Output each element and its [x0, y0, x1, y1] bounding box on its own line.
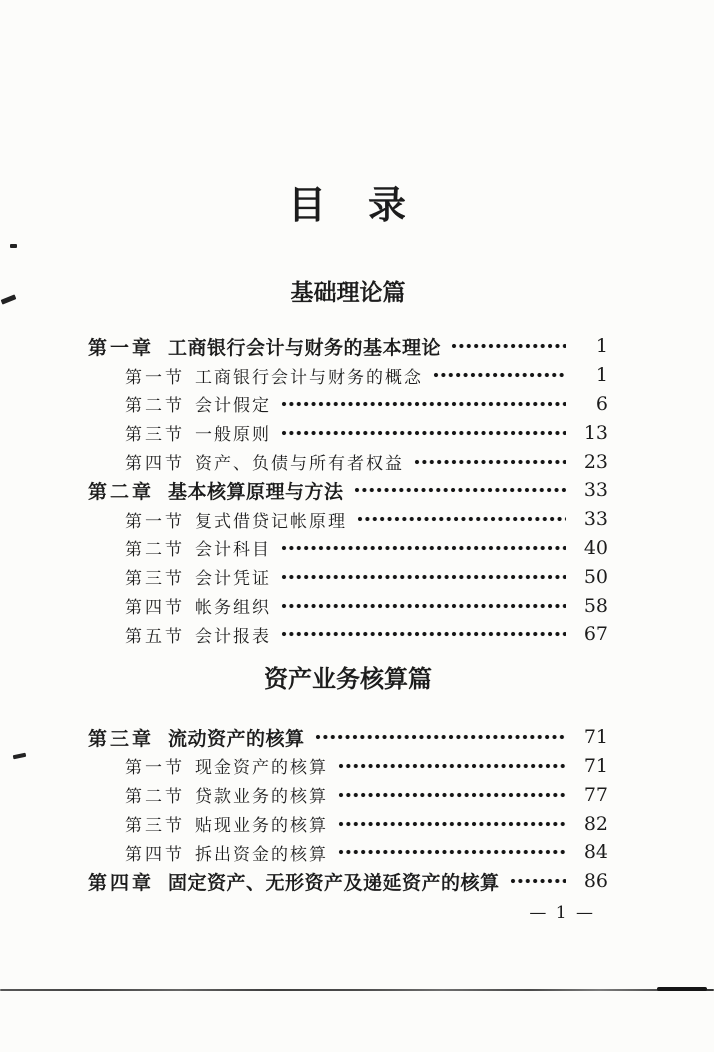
- toc-row: [88, 867, 608, 896]
- entry-number: 第三节: [125, 425, 185, 446]
- toc-list: [88, 332, 608, 649]
- entry-title: 会计凭证: [195, 569, 271, 590]
- entry-number: 第三节: [125, 816, 185, 837]
- toc-row: [88, 534, 608, 563]
- entry-title: 会计科目: [195, 540, 271, 561]
- toc-row: [88, 447, 608, 476]
- dot-leader: [357, 516, 566, 522]
- toc-part: [88, 278, 608, 649]
- page-footer: — 1 —: [529, 902, 595, 923]
- toc-parts: [88, 278, 608, 896]
- toc-row: [88, 505, 608, 534]
- entry-number: 第四章: [88, 871, 155, 894]
- toc-list: [88, 723, 608, 896]
- toc-row: [88, 361, 608, 390]
- scan-speck: [1, 294, 17, 304]
- dot-leader: [433, 372, 566, 378]
- entry-number: 第一节: [125, 367, 185, 388]
- entry-page-number: 1: [595, 335, 608, 358]
- entry-page-number: 33: [583, 479, 608, 502]
- entry-number: 第三章: [88, 727, 155, 750]
- entry-title: 贷款业务的核算: [195, 787, 328, 808]
- dot-leader: [354, 487, 566, 493]
- part-heading: 基础理论篇: [290, 280, 406, 306]
- entry-page-number: 86: [583, 870, 608, 893]
- entry-page-number: 40: [583, 536, 608, 559]
- entry-number: 第四节: [125, 598, 185, 619]
- entry-page-number: 13: [583, 421, 608, 444]
- scan-edge-line: [0, 989, 714, 991]
- entry-title: 拆出资金的核算: [195, 844, 328, 865]
- entry-number: 第二节: [125, 396, 185, 417]
- entry-number: 第二章: [88, 480, 155, 503]
- dot-leader: [281, 401, 566, 407]
- dot-leader: [414, 459, 566, 465]
- entry-page-number: 23: [583, 450, 608, 473]
- dot-leader: [451, 343, 566, 349]
- toc-row: [88, 620, 608, 649]
- entry-number: 第三节: [125, 569, 185, 590]
- toc-row: [88, 476, 608, 505]
- entry-title: 现金资产的核算: [195, 758, 328, 779]
- entry-title: 帐务组织: [195, 598, 271, 619]
- entry-title: 工商银行会计与财务的基本理论: [168, 336, 442, 359]
- toc-row: [88, 752, 608, 781]
- entry-page-number: 82: [583, 812, 608, 835]
- toc-row: [88, 390, 608, 419]
- dot-leader: [338, 763, 566, 769]
- entry-title: 资产、负债与所有者权益: [195, 454, 404, 475]
- scan-speck: [13, 753, 27, 760]
- entry-title: 工商银行会计与财务的概念: [195, 367, 423, 388]
- toc-part: [88, 663, 608, 896]
- entry-page-number: 71: [583, 754, 608, 777]
- entry-number: 第五节: [125, 626, 185, 647]
- entry-number: 第一节: [125, 758, 185, 779]
- entry-number: 第四节: [125, 844, 185, 865]
- entry-page-number: 77: [583, 783, 608, 806]
- entry-title: 一般原则: [195, 425, 271, 446]
- dot-leader: [281, 430, 566, 436]
- scan-speck: [10, 244, 17, 248]
- toc-content: [88, 0, 608, 923]
- toc-row: [88, 562, 608, 591]
- toc-row: [88, 332, 608, 361]
- toc-row: [88, 418, 608, 447]
- scan-edge-blob: [657, 987, 707, 991]
- entry-title: 固定资产、无形资产及递延资产的核算: [168, 871, 500, 894]
- entry-title: 贴现业务的核算: [195, 816, 328, 837]
- dot-leader: [338, 821, 566, 827]
- toc-row: [88, 591, 608, 620]
- entry-page-number: 1: [595, 364, 608, 387]
- entry-title: 会计报表: [195, 626, 271, 647]
- entry-title: 基本核算原理与方法: [168, 480, 344, 503]
- part-heading: 资产业务核算篇: [264, 664, 432, 693]
- toc-row: [88, 838, 608, 867]
- page-title: 目 录: [287, 182, 408, 227]
- entry-title: 流动资产的核算: [168, 727, 305, 750]
- dot-leader: [510, 878, 566, 884]
- entry-page-number: 67: [583, 623, 608, 646]
- dot-leader: [281, 631, 566, 637]
- dot-leader: [281, 603, 566, 609]
- entry-page-number: 50: [583, 565, 608, 588]
- entry-page-number: 71: [583, 726, 608, 749]
- entry-number: 第四节: [125, 454, 185, 475]
- entry-page-number: 84: [583, 841, 608, 864]
- entry-number: 第一章: [88, 336, 155, 359]
- entry-number: 第一节: [125, 511, 185, 532]
- entry-page-number: 33: [583, 508, 608, 531]
- toc-row: [88, 723, 608, 752]
- entry-number: 第二节: [125, 787, 185, 808]
- entry-page-number: 58: [583, 594, 608, 617]
- toc-row: [88, 809, 608, 838]
- dot-leader: [338, 849, 566, 855]
- dot-leader: [338, 792, 566, 798]
- toc-row: [88, 780, 608, 809]
- dot-leader: [281, 574, 566, 580]
- dot-leader: [281, 545, 566, 551]
- entry-title: 会计假定: [195, 396, 271, 417]
- entry-title: 复式借贷记帐原理: [195, 511, 347, 532]
- entry-page-number: 6: [595, 392, 608, 415]
- dot-leader: [315, 734, 566, 740]
- entry-number: 第二节: [125, 540, 185, 561]
